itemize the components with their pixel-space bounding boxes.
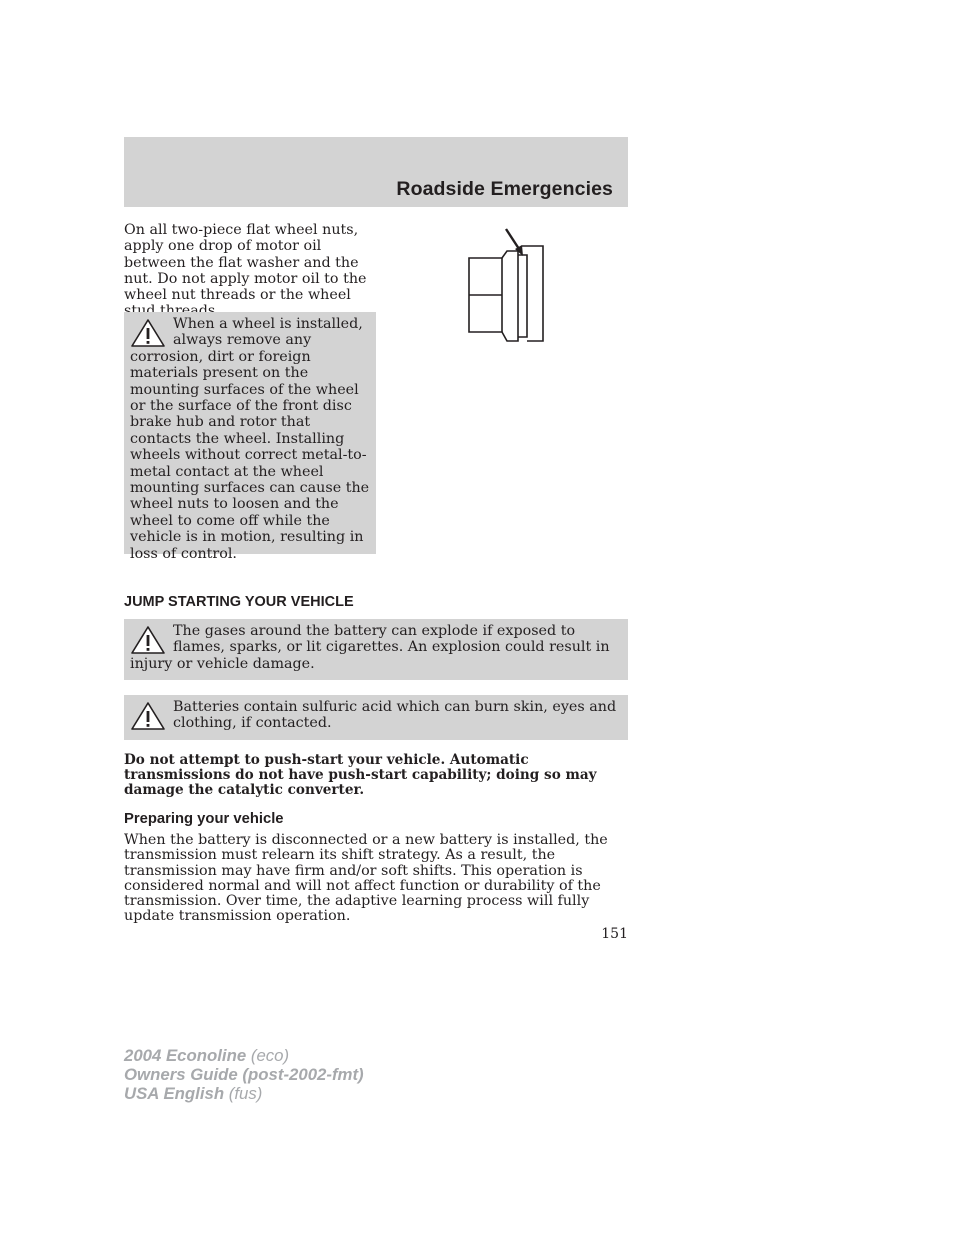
- page-number: 151: [601, 926, 628, 942]
- warning-text-wheel-install: When a wheel is installed, always remove any corrosion, dirt or foreign materials present on the mounting surfaces of the wheel or the surface of the front disc brake hub and rotor that contacts the wheel. Installing wheels without correct metal-to-metal contact at the wheel mounting surfaces can cause the wheel nuts to loosen and the wheel to come off while the vehicle is in motion, resulting in loss of control.: [130, 316, 370, 562]
- warning-box-battery-gases: [124, 619, 628, 680]
- section-title: Roadside Emergencies: [396, 178, 613, 200]
- footer-language-code: (fus): [228, 1084, 263, 1103]
- warning-triangle-icon: [130, 701, 166, 731]
- wheel-nut-diagram: [460, 225, 555, 350]
- warning-box-wheel-install: [124, 312, 376, 562]
- document-footer: [124, 1046, 364, 1103]
- footer-model-code: (eco): [250, 1046, 290, 1065]
- preparing-vehicle-subheading: Preparing your vehicle: [124, 811, 284, 827]
- warning-triangle-icon: [130, 625, 166, 655]
- push-start-notice: Do not attempt to push-start your vehicle. Automatic transmissions do not have push-start capability; doing so may damage the catalytic converter.: [124, 752, 597, 799]
- intro-paragraph: On all two-piece flat wheel nuts, apply one drop of motor oil between the flat washer and the nut. Do not apply motor oil to the wheel nut threads or the wheel: [124, 222, 367, 304]
- section-header-band: [124, 137, 628, 207]
- jump-start-heading: JUMP STARTING YOUR VEHICLE: [124, 594, 354, 610]
- warning-text-battery-gases: The gases around the battery can explode if exposed to flames, sparks, or lit cigarettes. An explosion could result in injury or vehicle damage.: [130, 623, 610, 672]
- warning-triangle-icon: [130, 318, 166, 348]
- warning-box-sulfuric-acid: [124, 695, 628, 740]
- footer-guide: Owners Guide (post-2002-fmt): [124, 1065, 364, 1084]
- footer-model: 2004 Econoline: [124, 1046, 247, 1065]
- warning-text-sulfuric-acid: Batteries contain sulfuric acid which can burn skin, eyes and clothing, if contacted.: [173, 699, 617, 732]
- footer-language: USA English: [124, 1084, 225, 1103]
- preparing-vehicle-paragraph: When the battery is disconnected or a new battery is installed, the transmission must relearn its shift strategy. As a result, the transmission may have firm and/or soft shifts. This operation is considered normal and will not affect function or durability of the transmission. Over time, the adaptive learning process will fully update transmission operation.: [124, 832, 608, 925]
